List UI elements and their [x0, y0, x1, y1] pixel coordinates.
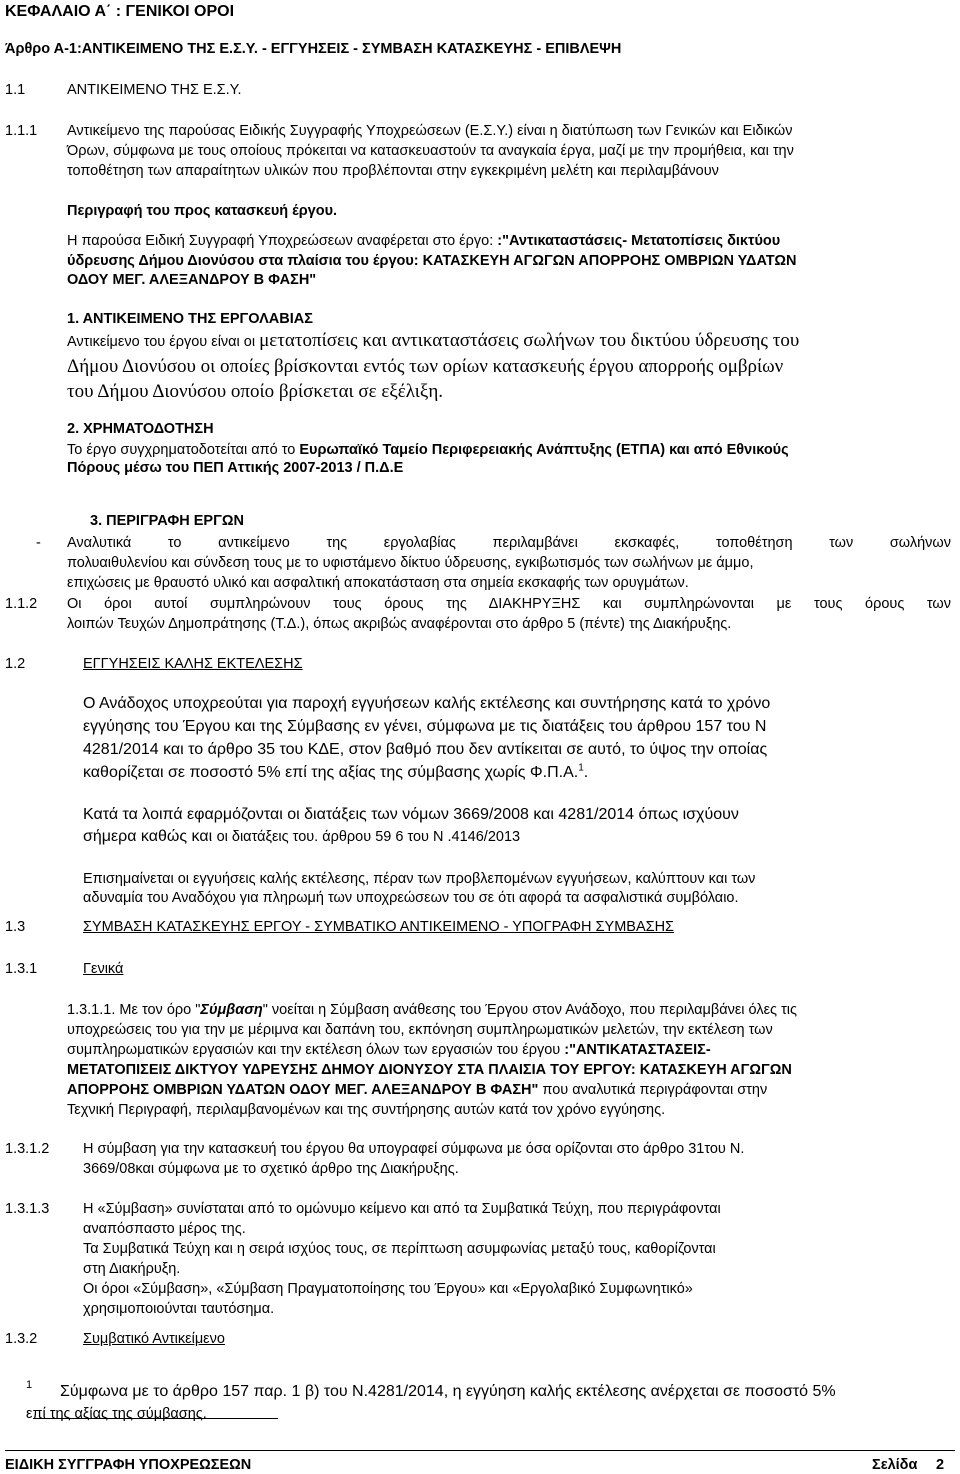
- section-number: 1.1.2: [5, 596, 38, 612]
- paragraph-line: Επισημαίνεται οι εγγυήσεις καλής εκτέλεσης, πέραν των προβλεπομένων εγγυήσεων, καλύπτουν και των: [83, 871, 756, 887]
- section-title: ΕΓΓΥΗΣΕΙΣ ΚΑΛΗΣ ΕΚΤΕΛΕΣΗΣ: [83, 656, 303, 672]
- paragraph-line: επιχώσεις με θραυστό υλικό και ασφαλτική αποκατάσταση στα σημεία εκσκαφής των ορυγμάτων.: [67, 575, 689, 591]
- object-heading: 1. ΑΝΤΙΚΕΙΜΕΝΟ ΤΗΣ ΕΡΓΟΛΑΒΙΑΣ: [67, 311, 313, 327]
- section-title: ΑΝΤΙΚΕΙΜΕΝΟ ΤΗΣ Ε.Σ.Υ.: [67, 82, 242, 98]
- paragraph-line: [83, 763, 588, 783]
- section-number: 1.3: [5, 919, 26, 935]
- text-run: μετατοπίσεις και αντικαταστάσεις σωλήνων του δικτύου ύδρευσης του: [259, 330, 800, 351]
- footnote-line: Σύμφωνα με το άρθρο 157 παρ. 1 β) του Ν.4281/2014, η εγγύηση καλής εκτέλεσης ανέρχεται σε ποσοστό 5%: [60, 1383, 836, 1400]
- section-number: 1.1.1: [5, 123, 38, 139]
- project-name-line: ΜΕΤΑΤΟΠΙΣΕΙΣ ΔΙΚΤΥΟΥ ΥΔΡΕΥΣΗΣ ΔΗΜΟΥ ΔΙΟΝΥΣΟΥ ΣΤΑ ΠΛΑΙΣΙΑ ΤΟΥ ΕΡΓΟΥ: ΚΑΤΑΣΚΕΥΗ ΑΓΩΓΩΝ: [67, 1062, 792, 1078]
- text-run: συμπληρωματικών εργασιών και την εκτέλεση όλων των εργασιών του έργου: [67, 1042, 565, 1058]
- text-run: σήμερα καθώς και: [83, 828, 217, 845]
- paragraph-line: Τα Συμβατικά Τεύχη και η σειρά ισχύος τους, σε περίπτωση ασυμφωνίας μεταξύ τους, καθορίζονται: [83, 1241, 716, 1257]
- paragraph-line: Ο Ανάδοχος υποχρεούται για παροχή εγγυήσεων καλής εκτέλεσης και συντήρησης κατά το χρόνο: [83, 695, 771, 712]
- chapter-title: ΚΕΦΑΛΑΙΟ Α΄ : ΓΕΝΙΚΟΙ ΟΡΟΙ: [5, 3, 235, 20]
- section-number: 1.1: [5, 82, 26, 98]
- section-number: 1.3.1.2: [5, 1141, 50, 1157]
- fund-name: Ευρωπαϊκό Ταμείο Περιφερειακής Ανάπτυξης (ΕΤΠΑ) και από Εθνικούς: [299, 442, 789, 458]
- funding-heading: 2. ΧΡΗΜΑΤΟΔΟΤΗΣΗ: [67, 421, 214, 437]
- footer-divider: [5, 1450, 955, 1451]
- section-number: 1.3.2: [5, 1331, 38, 1347]
- paragraph-line: 4281/2014 και το άρθρο 35 του ΚΔΕ, στον βαθμό που δεν αντίκειται σε αυτό, το ύψος την οποίας: [83, 741, 768, 758]
- text-run: καθορίζεται σε ποσοστό 5% επί της αξίας της σύμβασης χωρίς Φ.Π.Α.: [83, 764, 579, 781]
- paragraph-line: στη Διακήρυξη.: [83, 1261, 181, 1277]
- project-name: ΑΠΟΡΡΟΗΣ ΟΜΒΡΙΩΝ ΥΔΑΤΩΝ ΟΔΟΥ ΜΕΓ. ΑΛΕΞΑΝΔΡΟΥ Β ΦΑΣΗ": [67, 1082, 539, 1098]
- footnote-line: επί της αξίας της σύμβασης.: [26, 1406, 207, 1422]
- section-title: ΣΥΜΒΑΣΗ ΚΑΤΑΣΚΕΥΗΣ ΕΡΓΟΥ - ΣΥΜΒΑΤΙΚΟ ΑΝΤΙΚΕΙΜΕΝΟ - ΥΠΟΓΡΑΦΗ ΣΥΜΒΑΣΗΣ: [83, 919, 675, 935]
- section-title: Συμβατικό Αντικείμενο: [83, 1331, 225, 1347]
- text-run: .: [583, 764, 589, 781]
- paragraph-line: Κατά τα λοιπά εφαρμόζονται οι διατάξεις των νόμων 3669/2008 και 4281/2014 όπως ισχύουν: [83, 806, 739, 823]
- paragraph-line: τοποθέτηση των απαραίτητων υλικών που προβλέπονται στην εγκεκριμένη μελέτη και περιλαμβάνουν: [67, 163, 719, 179]
- project-name-line: ΟΔΟΥ ΜΕΓ. ΑΛΕΞΑΝΔΡΟΥ Β ΦΑΣΗ": [67, 272, 317, 288]
- section-title: Γενικά: [83, 961, 124, 977]
- paragraph-line: αδυναμία του Αναδόχου για πληρωμή των υποχρεώσεων του σε ότι αφορά τα ασφαλιστικά συμβόλαιο.: [83, 890, 739, 906]
- footnote-ref[interactable]: 1: [578, 762, 584, 774]
- section-number: 1.3.1: [5, 961, 38, 977]
- paragraph-line: [67, 232, 780, 250]
- paragraph-line: [67, 330, 799, 352]
- text-run: Η παρούσα Ειδική Συγγραφή Υποχρεώσεων αναφέρεται στο έργο:: [67, 233, 498, 249]
- project-name: :"Αντικαταστάσεις- Μετατοπίσεις δικτύου: [497, 233, 781, 249]
- term: Σύμβαση: [200, 1002, 263, 1018]
- text-run: Αντικείμενο του έργου είναι οι: [67, 334, 260, 350]
- paragraph-line: Οι όροι αυτοί συμπληρώνουν τους όρους της ΔΙΑΚΗΡΥΞΗΣ και συμπληρώνονται με τους όρους των: [67, 596, 951, 612]
- page-number: 2: [936, 1457, 945, 1473]
- paragraph-line: του Δήμου Διονύσου οποίο βρίσκεται σε εξέλιξη.: [67, 381, 444, 402]
- paragraph-line: Οι όροι «Σύμβαση», «Σύμβαση Πραγματοποίησης του Έργου» και «Εργολαβικό Συμφωνητικό»: [83, 1281, 693, 1297]
- text-run: 1.3.1.1. Με τον όρο ": [67, 1002, 201, 1018]
- paragraph-line: [83, 827, 520, 847]
- paragraph-line: Δήμου Διονύσου οι οποίες βρίσκονται εντός των ορίων κατασκευής έργου απορροής ομβρίων: [67, 356, 784, 377]
- paragraph-line: Όρων, σύμφωνα με τους οποίους πρόκειται να κατασκευαστούν τα αναγκαία έργα, μαζί με την προμήθεια, και την: [67, 143, 794, 159]
- paragraph-line: [67, 1041, 711, 1059]
- paragraph-line: Πόρους μέσω του ΠΕΠ Αττικής 2007-2013 / Π.Δ.Ε: [67, 460, 404, 476]
- paragraph-line: Αντικείμενο της παρούσας Ειδικής Συγγραφής Υποχρεώσεων (Ε.Σ.Υ.) είναι η διατύπωση των Γενικών και Ειδικών: [67, 123, 793, 139]
- paragraph-line: εγγύησης του Έργου και της Σύμβασης εν γένει, σύμφωνα με τις διατάξεις του άρθρου 157 του Ν: [83, 718, 767, 735]
- footnote-mark: 1: [26, 1379, 33, 1391]
- section-number: 1.2: [5, 656, 26, 672]
- project-name-line: ύδρευσης Δήμου Διονύσου στα πλαίσια του έργου: ΚΑΤΑΣΚΕΥΗ ΑΓΩΓΩΝ ΑΠΟΡΡΟΗΣ ΟΜΒΡΙΩΝ ΥΔΑΤΩΝ: [67, 253, 797, 269]
- project-name: :"ΑΝΤΙΚΑΤΑΣΤΑΣΕΙΣ-: [564, 1042, 711, 1058]
- section-number: 1.3.1.3: [5, 1201, 50, 1217]
- paragraph-line: [67, 1081, 767, 1099]
- paragraph-line: Η «Σύμβαση» συνίσταται από το ομώνυμο κείμενο και από τα Συμβατικά Τεύχη, που περιγράφονται: [83, 1201, 721, 1217]
- paragraph-line: Η σύμβαση για την κατασκευή του έργου θα υπογραφεί σύμφωνα με όσα ορίζονται στο άρθρο 31του Ν.: [83, 1141, 745, 1157]
- text-run: " νοείται η Σύμβαση ανάθεσης του Έργου στον Ανάδοχο, που περιλαμβάνει όλες τις: [262, 1002, 798, 1018]
- paragraph-line: Αναλυτικά το αντικείμενο της εργολαβίας περιλαμβάνει εκσκαφές, τοποθέτηση των σωλήνων: [67, 535, 951, 551]
- paragraph-line: αναπόσπαστο μέρος της.: [83, 1221, 246, 1237]
- article-title: Άρθρο Α-1:ΑΝΤΙΚΕΙΜΕΝΟ ΤΗΣ Ε.Σ.Υ. - ΕΓΓΥΗΣΕΙΣ - ΣΥΜΒΑΣΗ ΚΑΤΑΣΚΕΥΗΣ - ΕΠΙΒΛΕΨΗ: [5, 41, 622, 57]
- text-run: οι διατάξεις του. άρθρου 59 6 του Ν .4146/2013: [216, 829, 521, 845]
- paragraph-line: υποχρεώσεις του για την με μέριμνα και δαπάνη του, εκπόνηση συμπληρωματικών μελετών, την εκτέλεση των: [67, 1022, 773, 1038]
- text-run: που αναλυτικά περιγράφονται στην: [538, 1082, 768, 1098]
- text-run: Το έργο συγχρηματοδοτείται από το: [67, 442, 300, 458]
- paragraph-line: χρησιμοποιούνται ταυτόσημα.: [83, 1301, 275, 1317]
- paragraph-line: πολυαιθυλενίου και σύνδεση τους με το υφιστάμενο δίκτυο ύδρευσης, εγκιβωτισμός των σωλήνων με άμμο,: [67, 555, 754, 571]
- works-heading: 3. ΠΕΡΙΓΡΑΦΗ ΕΡΓΩΝ: [90, 513, 244, 529]
- page-label: Σελίδα: [872, 1457, 918, 1473]
- paragraph-line: λοιπών Τευχών Δημοπράτησης (Τ.Δ.), όπως ακριβώς αναφέρονται στο άρθρο 5 (πέντε) της Διακήρυξης.: [67, 616, 732, 632]
- paragraph-line: 3669/08και σύμφωνα με το σχετικό άρθρο της Διακήρυξης.: [83, 1161, 459, 1177]
- bullet-dash: -: [36, 535, 41, 551]
- footer-title: ΕΙΔΙΚΗ ΣΥΓΓΡΑΦΗ ΥΠΟΧΡΕΩΣΕΩΝ: [5, 1457, 252, 1473]
- paragraph-line: Τεχνική Περιγραφή, περιλαμβανομένων και της συντήρησης αυτών κατά τον χρόνο εγγύησης.: [67, 1102, 666, 1118]
- description-heading: Περιγραφή του προς κατασκευή έργου.: [67, 203, 338, 219]
- paragraph-line: [67, 1001, 797, 1019]
- paragraph-line: [67, 441, 789, 459]
